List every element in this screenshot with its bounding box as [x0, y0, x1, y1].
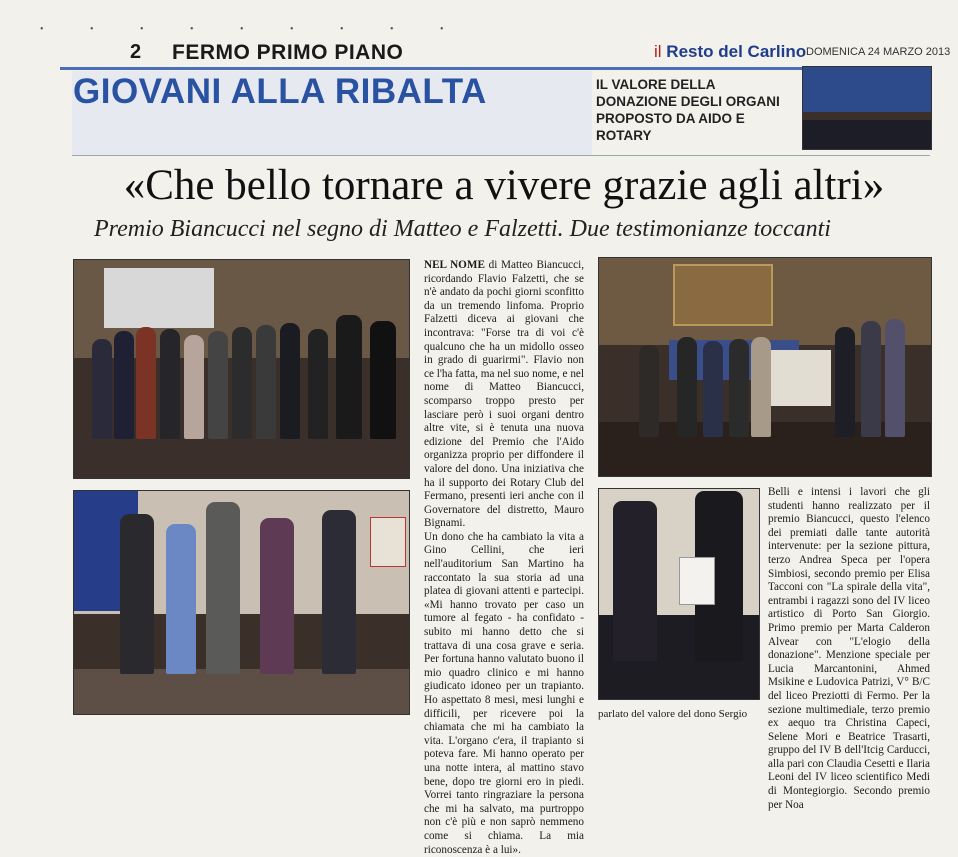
photo-students-rotary — [73, 490, 410, 715]
article-column-1 — [424, 259, 584, 856]
section-title: FERMO PRIMO PIANO — [172, 41, 404, 64]
newspaper-masthead — [654, 42, 806, 62]
bottom-caption: parlato del valore del dono Sergio — [598, 708, 748, 720]
header-rule — [60, 67, 928, 70]
newspaper-name: Resto del Carlino — [666, 42, 807, 61]
article-lead: NEL NOME — [424, 259, 485, 271]
newspaper-prefix: il — [654, 42, 662, 61]
photo-award-stage — [598, 257, 932, 477]
article-subheadline: Premio Biancucci nel segno di Matteo e Falzetti. Due testimonianze toccanti — [94, 216, 831, 242]
page-number: 2 — [130, 41, 142, 63]
article-body-1: di Matteo Biancucci, ricordando Flavio Falzetti, che se n'è andato da pochi giorni sconfitto da un tremendo linfoma. Proprio Falzetti diceva ai giovani che incontrava: "Forse tra di voi c'è qualcuno che ha un midollo osseo in grado di guarirmi". Flavio non ce l'ha fatta, ma nel suo nome, e nel nome di Matteo Biancucci, scomparso troppo presto per lasciare però i suoi organi dentro altre vite, si è tenuta una nuova edizione del Premio che l'Aido organizza proprio per diffondere il valore del dono. Una iniziativa che ha il supporto dei Rotary Club del Fermano, presenti ieri anche con il Governatore del distretto, Mauro Bignami. — [424, 259, 584, 530]
print-registration-marks: • • • • • • • • • — [40, 24, 466, 35]
teaser-photo — [802, 66, 932, 150]
article-column-2 — [768, 486, 930, 811]
photo-group-students — [73, 259, 410, 479]
teaser-text: IL VALORE DELLA DONAZIONE DEGLI ORGANI PROPOSTO DA AIDO E ROTARY — [596, 77, 780, 143]
issue-date: DOMENICA 24 MARZO 2013 — [806, 46, 951, 58]
article-body-3: Belli e intensi i lavori che gli studenti hanno realizzato per il premio Biancucci, questo l'elenco dei premiati dalle tante autorità intervenute: per la sezione pittura, terzo Andrea Speca per l'opera Simbiosi, secondo premio per Elisa Tacconi con "La spirale della vita", entrambi i ragazzi sono del IV liceo artistico di Porto San Giorgio. Primo premio per Marta Calderon Alvear con "L'elogio della donazione". Menzione speciale per Lucia Marcantonini, Ahmed Msikine e Ludovica Patrizi, V° B/C del liceo Preziotti di Fermo. Per la sezione multimediale, terzo premio ex aequo tra Christina Capeci, Selene Mori e Beatrice Trasarti, gruppo del IV B dell'Itcig Carducci, alla pari con Claudia Cesetti e Ilaria Leoni del IV liceo scientifico Medi di Montegiorgio. Secondo premio per Noa — [768, 486, 930, 811]
photo-certificate — [598, 488, 760, 700]
article-body-2: Un dono che ha cambiato la vita a Gino Cellini, che ieri nell'auditorium San Martino ha raccontato la sua storia ad una platea di giovani attenti e partecipi. «Mi hanno trovato per caso un tumore al fegato - ha confidato - subito mi hanno detto che si trattava di una cosa grave e seria. Per fortuna hanno valutato buono il mio quadro clinico e mi hanno giudicato idoneo per un trapianto. Ho aspettato 8 mesi, mesi lunghi e difficili, per ricevere poi la chiamata che mi ha cambiato la vita. L'organo c'era, il trapianto si poteva fare. Mi hanno operato per una notte intera, al mattino stavo bene, dopo tre giorni ero in piedi. Vorrei tanto ringraziare la persona che mi ha salvato, ma purtroppo non c'è più e non saprò nemmeno come si chiama. La mia riconoscenza è a lui». — [424, 530, 584, 856]
headline-rule — [72, 155, 930, 156]
article-headline: «Che bello tornare a vivere grazie agli altri» — [123, 162, 885, 209]
kicker-title: GIOVANI ALLA RIBALTA — [73, 72, 487, 111]
